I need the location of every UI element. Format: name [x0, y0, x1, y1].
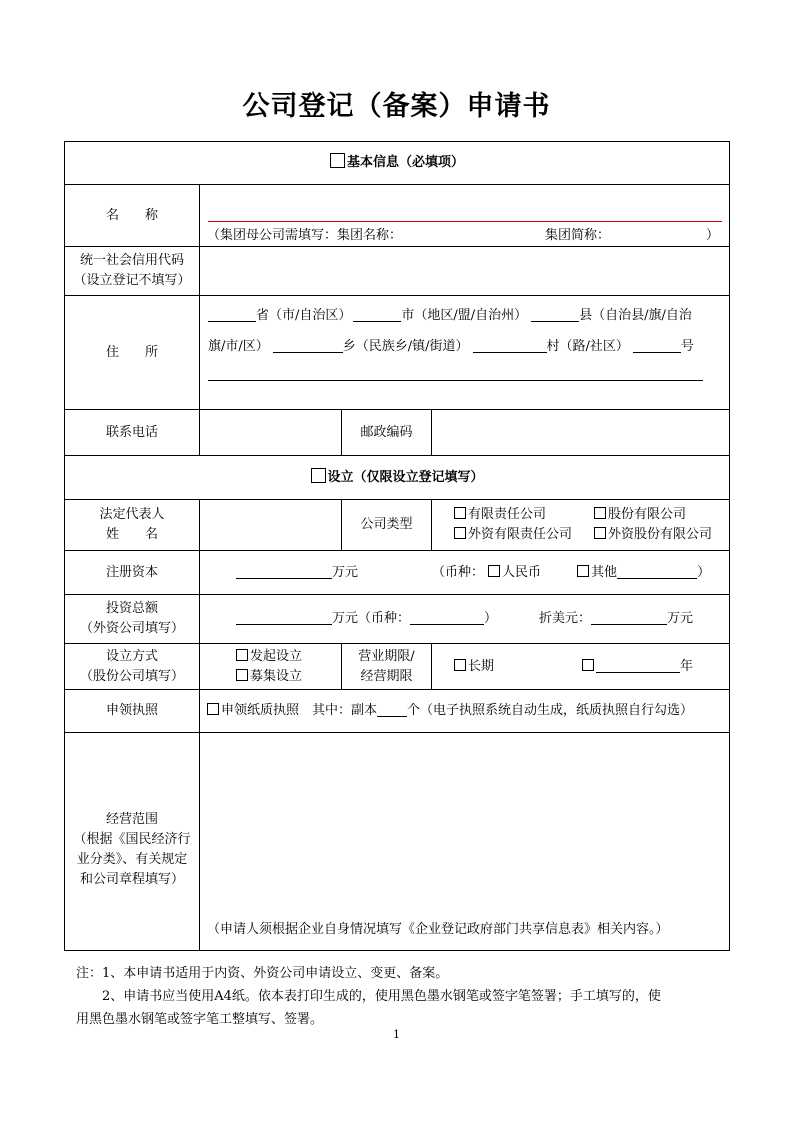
method-option: 募集设立	[250, 668, 303, 684]
township-blank[interactable]	[273, 338, 343, 353]
usd-amount-blank[interactable]	[591, 610, 667, 625]
group-short-name-hint-label: 集团简称：	[545, 228, 611, 243]
phone-label: 联系电话	[65, 410, 200, 456]
name-label: 名 称	[65, 185, 200, 247]
license-paper-checkbox[interactable]	[207, 703, 219, 715]
section-establish-checkbox[interactable]	[311, 468, 326, 483]
address-detail-line[interactable]	[208, 366, 703, 381]
company-type-option: 外资有限责任公司	[468, 527, 573, 542]
province-blank[interactable]	[208, 307, 256, 322]
investment-currency-blank[interactable]	[410, 610, 484, 625]
company-type-checkbox[interactable]	[594, 507, 606, 519]
section-establish-title: 设立（仅限设立登记填写）	[327, 469, 484, 485]
scope-hint: （申请人须根据企业自身情况填写《企业登记政府部门共享信息表》相关内容。）	[207, 922, 669, 937]
note-line-2: 2、申请书应当使用A4纸。依本表打印生成的，使用黑色墨水钢笔或签字笔签署；手工填写的，使	[102, 989, 661, 1004]
investment-amount-blank[interactable]	[236, 610, 332, 625]
company-type-checkbox[interactable]	[594, 527, 606, 539]
usd-label: 折美元：	[539, 611, 592, 626]
term-label	[342, 644, 432, 690]
county-label-cont: 旗/市/区）	[208, 339, 269, 354]
investment-label	[65, 595, 200, 644]
page-number: 1	[393, 1028, 400, 1041]
currency-label: （币种：	[432, 564, 485, 580]
name-input-line	[208, 221, 722, 222]
scope-label-line3: 业分类》、有关规定	[76, 851, 188, 867]
term-field	[432, 644, 730, 690]
method-checkbox[interactable]	[236, 649, 248, 661]
scope-label-line4: 和公司章程填写）	[79, 871, 184, 887]
address-label: 住 所	[65, 296, 200, 410]
legal-rep-label-line1: 法定代表人	[99, 507, 165, 522]
city-label: 市（地区/盟/自治州）	[401, 308, 528, 323]
capital-field	[200, 551, 730, 595]
method-label-line1: 设立方式	[105, 648, 158, 664]
term-years-blank[interactable]	[596, 658, 680, 673]
section-establish-header	[65, 456, 730, 500]
company-type-label: 公司类型	[342, 500, 432, 551]
province-label: 省（市/自治区）	[256, 308, 352, 323]
postcode-field[interactable]	[432, 410, 730, 456]
capital-unit: 万元	[332, 564, 359, 580]
section-basic-info-header	[65, 142, 730, 185]
document-title: 公司登记（备案）申请书	[242, 91, 551, 122]
license-text: 申领纸质执照 其中：副本	[221, 703, 378, 718]
term-label-line1: 营业期限/	[358, 648, 415, 664]
license-field	[200, 690, 730, 733]
term-long-checkbox[interactable]	[454, 659, 466, 671]
other-currency-blank[interactable]	[617, 564, 697, 579]
name-field[interactable]	[200, 185, 730, 247]
house-number-label: 号	[680, 339, 694, 354]
capital-label: 注册资本	[65, 551, 200, 595]
license-copies-blank[interactable]	[377, 702, 407, 717]
notes	[76, 962, 726, 1031]
credit-code-label	[65, 247, 200, 296]
scope-field[interactable]	[200, 733, 730, 951]
credit-code-label-line1: 统一社会信用代码	[79, 253, 184, 268]
investment-label-line1: 投资总额	[105, 601, 158, 616]
phone-field[interactable]	[200, 410, 342, 456]
county-label: 县（自治县/旗/自治	[579, 308, 692, 323]
company-type-option: 股份有限公司	[608, 507, 687, 522]
investment-field	[200, 595, 730, 644]
section-basic-checkbox[interactable]	[330, 153, 345, 168]
other-currency-checkbox[interactable]	[577, 565, 589, 577]
group-name-hint-label: （集团母公司需填写：集团名称：	[207, 228, 403, 243]
city-blank[interactable]	[353, 307, 401, 322]
method-option: 发起设立	[250, 648, 303, 664]
legal-rep-label	[65, 500, 200, 551]
legal-rep-label-line2: 姓 名	[105, 527, 158, 542]
note-line-1: 注：1、本申请书适用于内资、外资公司申请设立、变更、备案。	[76, 966, 449, 981]
company-type-option: 有限责任公司	[468, 507, 547, 522]
capital-amount-blank[interactable]	[236, 564, 332, 579]
scope-label-line1: 经营范围	[105, 811, 158, 827]
address-field[interactable]	[200, 296, 730, 410]
term-years-checkbox[interactable]	[582, 659, 594, 671]
method-label-line2: （股份公司填写）	[79, 668, 184, 684]
method-label	[65, 644, 200, 690]
usd-unit: 万元	[667, 611, 694, 626]
note-line-3: 用黑色墨水钢笔或签字笔工整填写、签署。	[76, 1012, 324, 1027]
section-basic-title: 基本信息（必填项）	[347, 155, 465, 170]
term-year-unit: 年	[680, 658, 694, 674]
company-type-options	[432, 500, 730, 551]
investment-close: ）	[484, 611, 498, 626]
license-label: 申领执照	[65, 690, 200, 733]
company-type-checkbox[interactable]	[454, 507, 466, 519]
legal-rep-field[interactable]	[200, 500, 342, 551]
credit-code-label-line2: （设立登记不填写）	[73, 273, 191, 288]
method-checkbox[interactable]	[236, 669, 248, 681]
rmb-checkbox[interactable]	[488, 565, 500, 577]
rmb-label: 人民币	[502, 564, 542, 580]
house-number-blank[interactable]	[633, 338, 681, 353]
license-text-cont: 个（电子执照系统自动生成，纸质执照自行勾选）	[407, 703, 694, 718]
investment-label-line2: （外资公司填写）	[79, 621, 184, 636]
credit-code-field[interactable]	[200, 247, 730, 296]
postcode-label: 邮政编码	[342, 410, 432, 456]
currency-close: ）	[697, 564, 711, 580]
application-form-table	[64, 141, 730, 951]
township-label: 乡（民族乡/镇/街道）	[342, 339, 469, 354]
other-currency-label: 其他	[591, 564, 618, 580]
investment-unit: 万元（币种：	[332, 611, 411, 626]
scope-label	[65, 733, 200, 951]
county-blank[interactable]	[531, 307, 579, 322]
term-label-line2: 经营期限	[360, 668, 413, 684]
company-type-option: 外资股份有限公司	[608, 527, 713, 542]
hint-close-paren: ）	[706, 228, 720, 243]
village-blank[interactable]	[473, 338, 547, 353]
method-options	[200, 644, 342, 690]
company-type-checkbox[interactable]	[454, 527, 466, 539]
village-label: 村（路/社区）	[546, 339, 629, 354]
scope-label-line2: （根据《国民经济行	[73, 831, 191, 847]
term-long-label: 长期	[468, 658, 495, 674]
